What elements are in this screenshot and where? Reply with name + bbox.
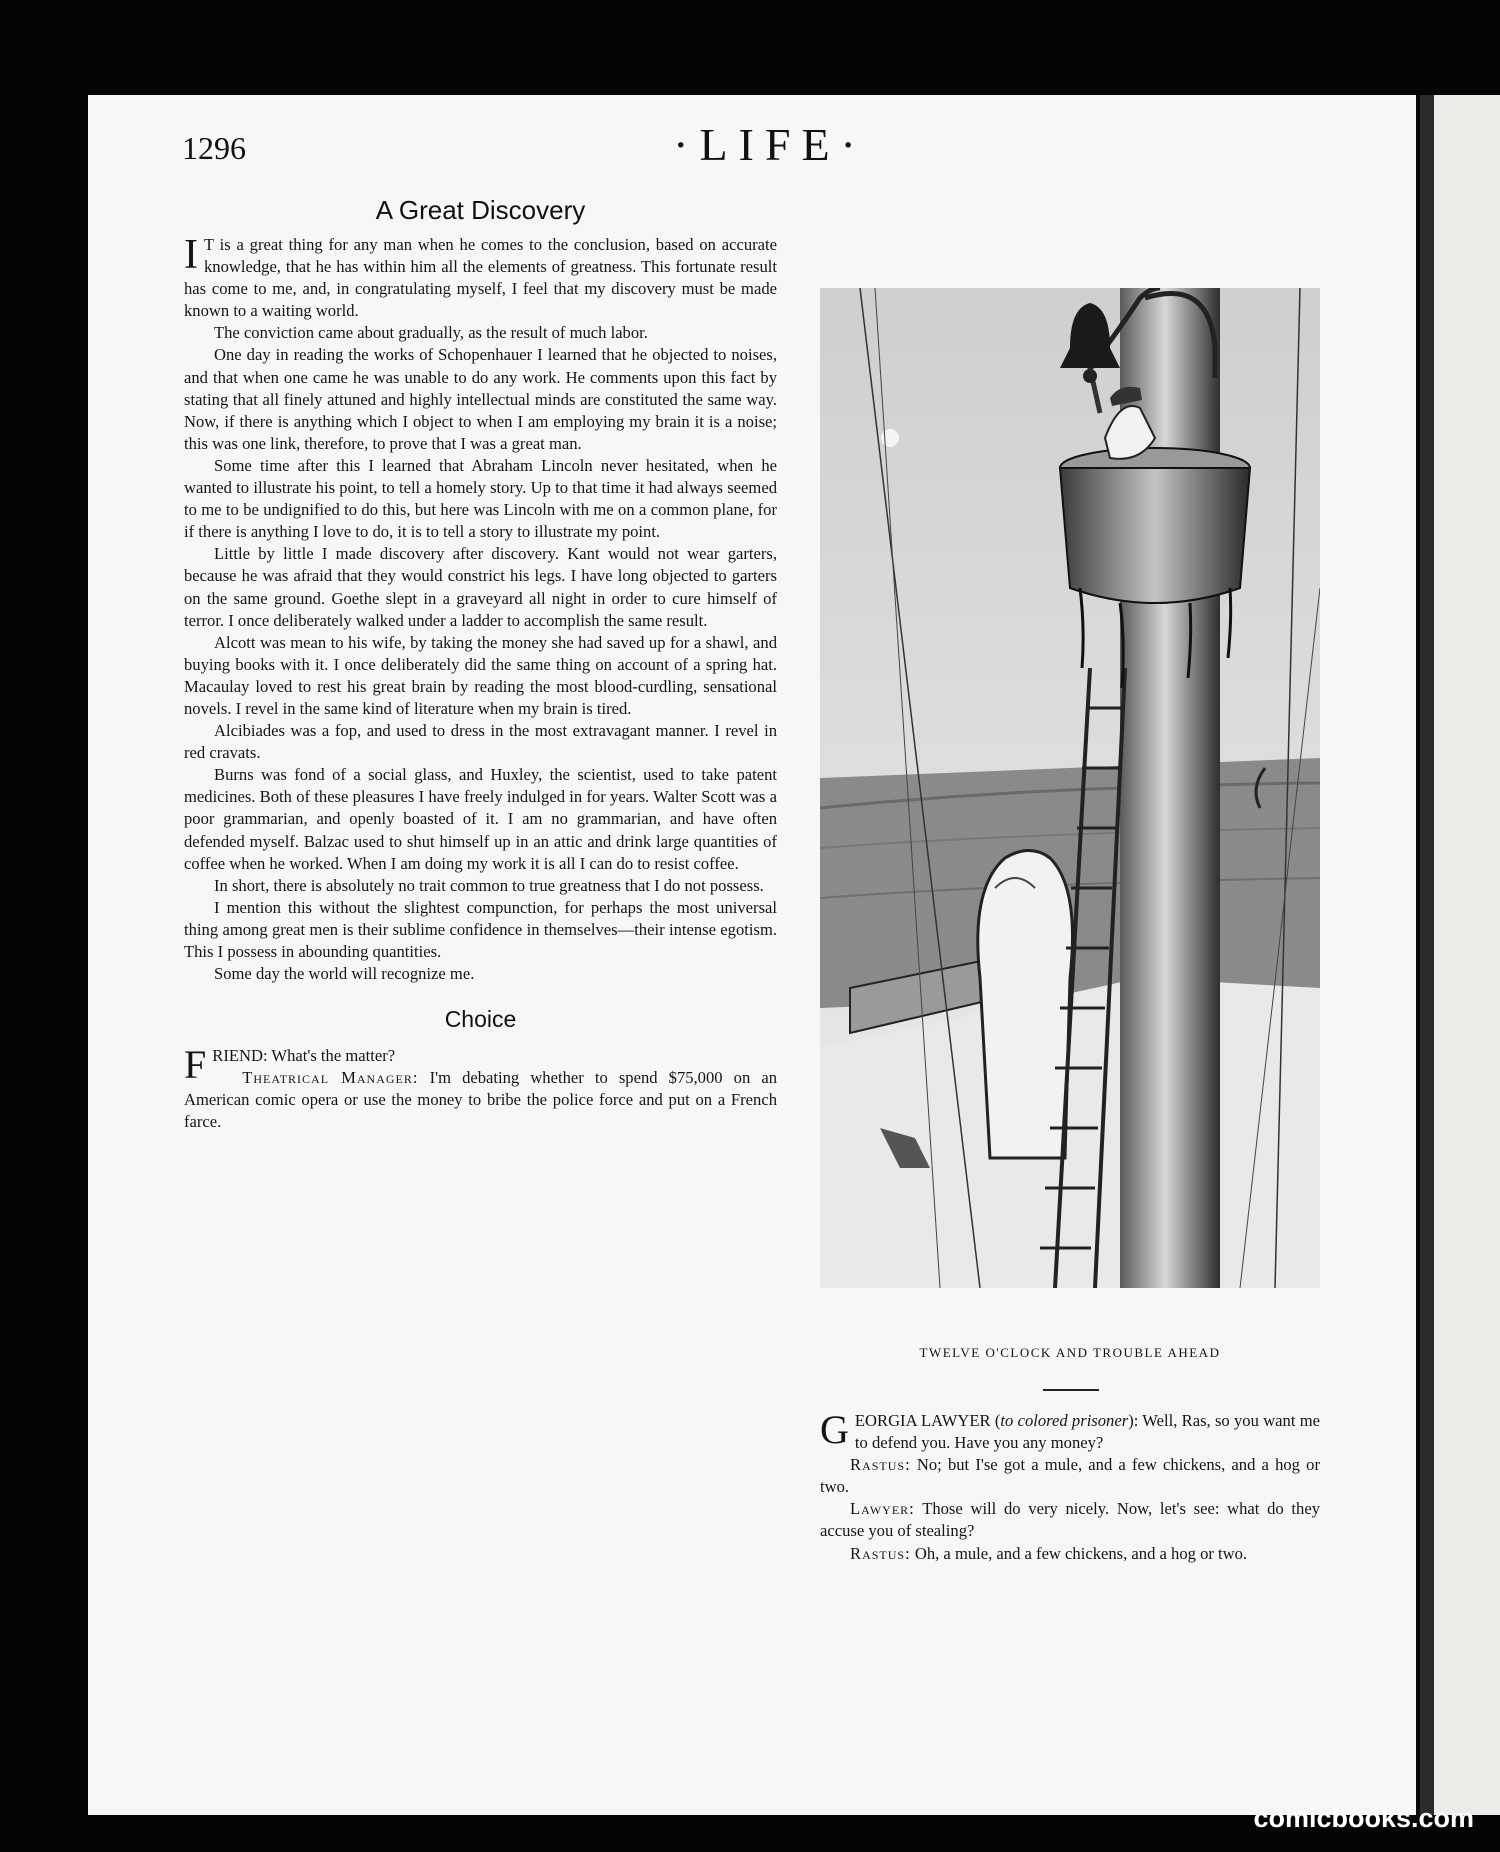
dialogue-line: Theatrical Manager: I'm debating whether to spend $75,000 on an American comic opera or use the money to bribe the police force and put on a French farce. — [184, 1068, 777, 1132]
article-paragraph: I T is a great thing for any man when he comes to the conclusion, based on accurate knowledge, that he has within him all the elements of greatness. This fortunate result has come to me, and, in congratulating myself, I feel that my discovery must be made known to a waiting world. — [184, 232, 777, 321]
divider-rule — [1043, 1389, 1099, 1391]
drop-cap: I — [184, 232, 198, 278]
article-paragraph: Alcott was mean to his wife, by taking the money she had saved up for a shawl, and buying books with it. I once deliberately did the same thing on account of a spring hat. Macaulay loved to rest his great brain by reading the most blood-curdling, sensational novels. I revel in the same kind of literature when my brain is tired. — [184, 632, 777, 718]
speaker-label: Rastus: — [850, 1455, 911, 1475]
article-paragraph: Alcibiades was a fop, and used to dress in the most extravagant manner. I revel in red cravats. — [184, 721, 777, 763]
dialogue-line: Rastus: Oh, a mule, and a few chickens, and a hog or two. — [850, 1543, 1248, 1563]
dialogue-line: GEORGIA LAWYER (to colored prisoner): Well, Ras, so you want me to defend you. Have you any money? — [820, 1407, 1320, 1453]
adjacent-page-edge — [1416, 95, 1500, 1815]
article-paragraph: Some time after this I learned that Abraham Lincoln never hesitated, when he wanted to illustrate his point, to tell a homely story. Up to that time it had always seemed to me to be undignified to do this, but here was Lincoln with me on a common plane, for if there is anything I love to do, it is to tell a story to illustrate my point. — [184, 455, 777, 542]
article-title: Choice — [444, 1006, 517, 1033]
page-number: 1296 — [182, 130, 246, 166]
drop-cap: F — [184, 1042, 207, 1088]
article-paragraph: In short, there is absolutely no trait common to true greatness that I do not possess. — [214, 875, 764, 895]
right-column — [820, 1407, 1320, 1565]
left-column — [184, 190, 777, 1134]
drop-cap: G — [820, 1407, 849, 1452]
dialogue-line: FRIEND: What's the matter? — [184, 1042, 396, 1088]
article-paragraph: One day in reading the works of Schopenhauer I learned that he objected to noises, and that when one came he was unable to do any work. He comments upon this fact by stating that all finely attuned and highly intellectual minds are constituted the same way. Now, if there is anything which I object to when I am employing my brain it is a noise; this was one link, therefore, to prove that I was a great man. — [184, 345, 777, 453]
speaker-label: Rastus: — [850, 1543, 911, 1563]
article-paragraph: Burns was fond of a social glass, and Huxley, the scientist, used to take patent medicines. Both of these pleasures I have freely indulged in for years. Walter Scott was a poor grammarian, and openly boasted of it. I am no grammarian, and have often defended myself. Balzac used to shut himself up in an attic and drink large quantities of coffee when he worked. When I am doing my work it is all I can do to resist coffee. — [184, 765, 777, 873]
ship-mast-illustration — [820, 288, 1320, 1288]
article-title: A Great Discovery — [375, 195, 586, 225]
illustration-caption: TWELVE O'CLOCK AND TROUBLE AHEAD — [919, 1345, 1221, 1360]
speaker-label: Lawyer: — [850, 1499, 915, 1519]
article-paragraph: The conviction came about gradually, as the result of much labor. — [214, 323, 648, 343]
article-paragraph: I mention this without the slightest compunction, for perhaps the most universal thing among great men is their sublime confidence in themselves—their intense egotism. This I possess in abounding quantities. — [184, 897, 777, 961]
site-watermark: comicbooks.com — [1253, 1803, 1474, 1833]
masthead-title: ·LIFE· — [673, 119, 867, 170]
article-paragraph: Some day the world will recognize me. — [214, 964, 475, 984]
speaker-label: Theatrical Manager: — [242, 1068, 419, 1088]
article-paragraph: Little by little I made discovery after discovery. Kant would not wear garters, because he was afraid that they would constrict his legs. I have long objected to garters on the same ground. Goethe slept in a graveyard all night in order to cure himself of terror. I once deliberately walked under a ladder to accomplish the same result. — [184, 544, 777, 630]
dialogue-line: Rastus: No; but I'se got a mule, and a few chickens, and a hog or two. — [820, 1455, 1320, 1497]
dialogue-line: Lawyer: Those will do very nicely. Now, let's see: what do they accuse you of stealing? — [820, 1499, 1320, 1541]
